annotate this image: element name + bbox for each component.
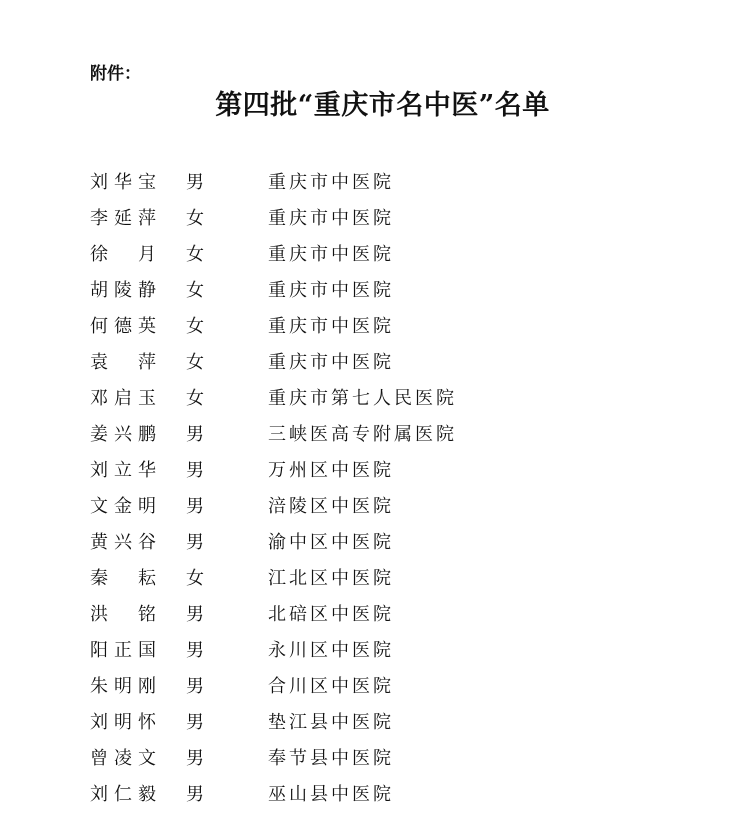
list-item (0, 491, 755, 527)
person-name: 黄 兴 谷 (90, 532, 156, 553)
person-gender: 男 (186, 424, 207, 445)
list-item (0, 203, 755, 239)
person-organization: 重庆市第七人民医院 (268, 388, 457, 409)
person-gender: 男 (186, 784, 207, 805)
list-item (0, 311, 755, 347)
person-gender: 男 (186, 604, 207, 625)
person-gender: 男 (186, 532, 207, 553)
person-name: 徐 月 (90, 244, 156, 265)
attachment-label: 附件： (90, 64, 141, 84)
list-item (0, 599, 755, 635)
list-item (0, 635, 755, 671)
person-name: 袁 萍 (90, 352, 156, 373)
person-name: 李 延 萍 (90, 208, 156, 229)
person-gender: 女 (186, 208, 207, 229)
person-organization: 重庆市中医院 (268, 316, 394, 337)
list-item (0, 743, 755, 779)
list-item (0, 419, 755, 455)
person-name: 刘 华 宝 (90, 172, 156, 193)
list-item (0, 527, 755, 563)
people-list (0, 167, 755, 815)
person-organization: 重庆市中医院 (268, 244, 394, 265)
person-gender: 女 (186, 352, 207, 373)
person-organization: 三峡医高专附属医院 (268, 424, 457, 445)
person-gender: 女 (186, 244, 207, 265)
person-organization: 涪陵区中医院 (268, 496, 394, 517)
person-organization: 万州区中医院 (268, 460, 394, 481)
list-item (0, 347, 755, 383)
person-organization: 重庆市中医院 (268, 280, 394, 301)
person-organization: 江北区中医院 (268, 568, 394, 589)
person-name: 刘 明 怀 (90, 712, 156, 733)
person-organization: 北碚区中医院 (268, 604, 394, 625)
person-organization: 重庆市中医院 (268, 208, 394, 229)
person-name: 阳 正 国 (90, 640, 156, 661)
person-gender: 男 (186, 676, 207, 697)
list-item (0, 239, 755, 275)
person-name: 文 金 明 (90, 496, 156, 517)
person-name: 洪 铭 (90, 604, 156, 625)
person-gender: 男 (186, 460, 207, 481)
person-gender: 女 (186, 388, 207, 409)
person-organization: 巫山县中医院 (268, 784, 394, 805)
person-name: 刘 立 华 (90, 460, 156, 481)
person-organization: 重庆市中医院 (268, 352, 394, 373)
list-item (0, 671, 755, 707)
list-item (0, 383, 755, 419)
person-gender: 男 (186, 496, 207, 517)
person-gender: 男 (186, 748, 207, 769)
person-name: 邓 启 玉 (90, 388, 156, 409)
person-organization: 合川区中医院 (268, 676, 394, 697)
person-organization: 重庆市中医院 (268, 172, 394, 193)
person-name: 曾 凌 文 (90, 748, 156, 769)
person-organization: 渝中区中医院 (268, 532, 394, 553)
person-name: 朱 明 刚 (90, 676, 156, 697)
person-name: 胡 陵 静 (90, 280, 156, 301)
list-item (0, 707, 755, 743)
person-gender: 女 (186, 316, 207, 337)
list-item (0, 275, 755, 311)
person-organization: 垫江县中医院 (268, 712, 394, 733)
person-gender: 男 (186, 172, 207, 193)
person-gender: 男 (186, 640, 207, 661)
list-item (0, 167, 755, 203)
list-item (0, 563, 755, 599)
person-gender: 女 (186, 568, 207, 589)
person-gender: 男 (186, 712, 207, 733)
person-organization: 奉节县中医院 (268, 748, 394, 769)
person-organization: 永川区中医院 (268, 640, 394, 661)
list-item (0, 455, 755, 491)
person-name: 刘 仁 毅 (90, 784, 156, 805)
list-item (0, 779, 755, 815)
person-gender: 女 (186, 280, 207, 301)
person-name: 何 德 英 (90, 316, 156, 337)
document-title: 第四批“重庆市名中医”名单 (215, 90, 550, 121)
person-name: 姜 兴 鹏 (90, 424, 156, 445)
person-name: 秦 耘 (90, 568, 156, 589)
